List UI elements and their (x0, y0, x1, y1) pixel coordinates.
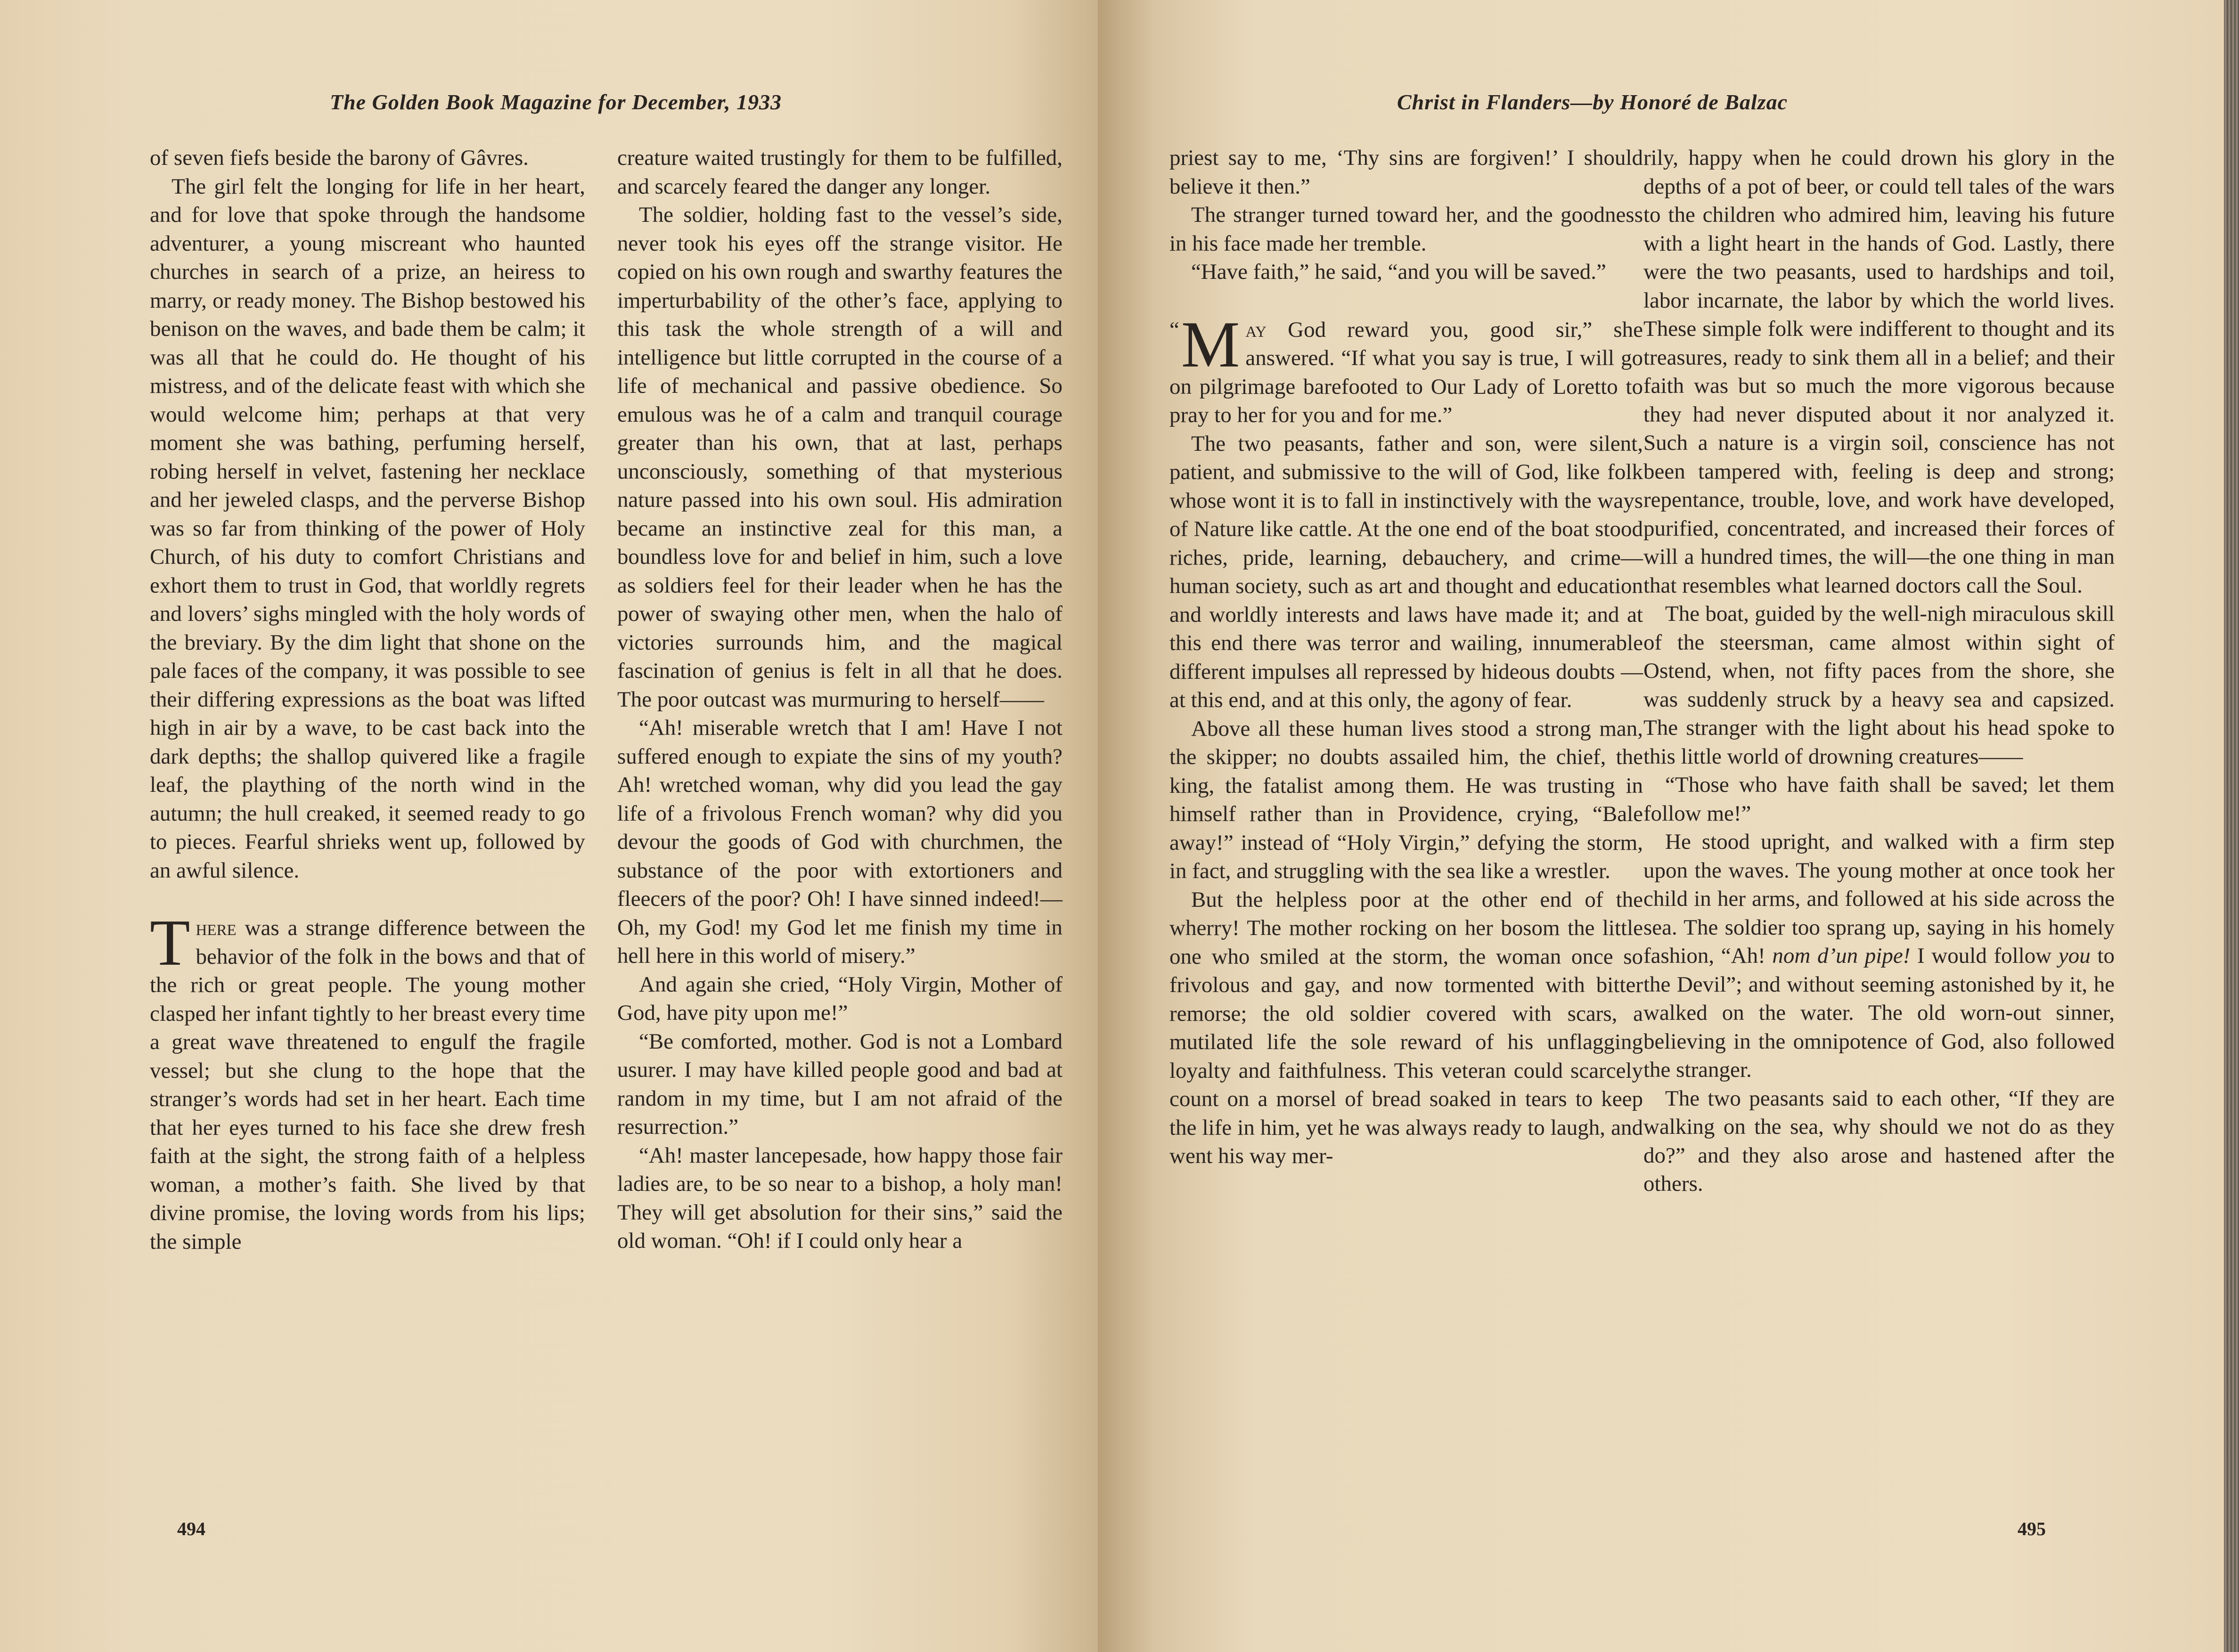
paragraph: priest say to me, ‘Thy sins are forgiven!’ I should believe it then.” (1169, 146, 1643, 199)
right-page (1098, 0, 2224, 1652)
paragraph: The two peasants, father and son, were silent, patient, and submissive to the will of God, like folk whose wont it is to fall in instinctively with the ways of Nature like cattle. At the one end of the boat stood riches, pride, learning, debauchery, and crime—human society, such as art and thought and education and worldly interests and laws have made it; and at this end there was terror and wailing, innumerable different impulses all repressed by hideous doubts —at this end, and at this only, the agony of fear. (1169, 431, 1643, 712)
left-column-1 (150, 144, 585, 1256)
paragraph: “Ah! master lancepesade, how happy those fair ladies are, to be so near to a bishop, a holy man! They will get absolution for their sins,” said the old woman. “Oh! if I could only hear a (617, 1143, 1062, 1253)
right-column-2 (1643, 144, 2115, 1198)
paragraph: “Be comforted, mother. God is not a Lombard usurer. I may have killed people good and bad at random in my time, but I am not afraid of the resurrection.” (617, 1029, 1062, 1139)
drop-cap: M (1181, 308, 1240, 381)
running-head-right: Christ in Flanders—by Honoré de Balzac (1397, 90, 1788, 114)
section-paragraph (150, 906, 586, 1256)
paragraph: And again she cried, “Holy Virgin, Mother of God, have pity upon me!” (617, 972, 1062, 1025)
page-number-right: 495 (2018, 1518, 2046, 1539)
paragraph: The two peasants said to each other, “If they are walking on the sea, why should we not do as they do?” and they also arose and hastened after the others. (1643, 1086, 2115, 1196)
paragraph: “Those who have faith shall be saved; let them follow me!” (1643, 773, 2115, 826)
paragraph: The girl felt the longing for life in her heart, and for love that spoke through the handsome adventurer, a young miscreant who haunted churches in search of a prize, an heiress to marry, or ready money. The Bishop bestowed his benison on the waves, and bade them be calm; it was all that he could do. He thought of his mistress, and of the delicate feast with which she would welcome him; perhaps at that very moment she was bathing, perfuming herself, robing herself in velvet, fastening her necklace and her jeweled clasps, and the perverse Bishop was so far from thinking of the power of Holy Church, of his duty to comfort Christians and exhort them to trust in God, that worldly regrets and lovers’ sighs mingled with the holy words of the breviary. By the dim light that shone on the pale faces of the company, it was possible to see their differing expressions as the boat was lifted high in air by a wave, to be cast back into the dark depths; the shallop quivered like a fragile leaf, the plaything of the north wind in the autumn; the hull creaked, it seemed ready to go to pieces. Fearful shrieks went up, followed by an awful silence. (150, 174, 585, 883)
left-page (0, 0, 1098, 1652)
running-head-left: The Golden Book Magazine for December, 1933 (330, 90, 782, 114)
paragraph: rily, happy when he could drown his glory in the depths of a pot of beer, or could tell tales of the wars to the children who admired him, leaving his future with a light heart in the hands of God. Lastly, there were the two peasants, used to hardships and toil, labor incarnate, the labor by which the world lives. These simple folk were indifferent to thought and its treasures, ready to sink them all in a belief; and their faith was but so much the more vigorous because they had never disputed about it nor analyzed it. Such a nature is a virgin soil, conscience has not been tampered with, feeling is deep and strong; repentance, trouble, love, and work have developed, purified, concentrated, and increased their forces of will a hundred times, the will—the one thing in man that resembles what learned doctors call the Soul. (1643, 146, 2115, 598)
paragraph: Above all these human lives stood a strong man, the skipper; no doubts assailed him, the chief, the king, the fatalist among them. He was trusting in himself rather than in Providence, crying, “Bale away!” instead of “Holy Virgin,” defying the storm, in fact, and struggling with the sea like a wrestler. (1169, 716, 1643, 883)
drop-cap: T (150, 906, 190, 979)
page-number-left: 494 (177, 1518, 205, 1539)
paragraph: But the helpless poor at the other end of the wherry! The mother rocking on her bosom the little one who smiled at the storm, the woman once so frivolous and gay, and now tormented with bitter remorse; the old soldier covered with scars, a mutilated life the sole reward of his unflagging loyalty and faithfulness. This veteran could scarcely count on a morsel of bread soaked in tears to keep the life in him, yet he was always ready to laugh, and went his way mer- (1169, 887, 1643, 1168)
right-column-1 (1169, 144, 1643, 1171)
italic-word: you (2058, 944, 2091, 968)
paragraph-text: God reward you, good sir,” she answered. “If what you say is true, I will go on pilgrimage barefooted to Our Lady of Loretto to pray to her for you and for me.” (1169, 317, 1643, 427)
paragraph: The boat, guided by the well-nigh miraculous skill of the steersman, came almost within sight of Ostend, when, not fifty paces from the shore, she was suddenly struck by a heavy sea and capsized. The stranger with the light about his head spoke to this little world of drowning creatures—— (1643, 602, 2115, 769)
paragraph: The soldier, holding fast to the vessel’s side, never took his eyes off the strange visitor. He copied on his own rough and swarthy features the imperturbability of the other’s face, applying to this task the whole strength of a will and intelligence but little corrupted in the course of a life of mechanical and passive obedience. So emulous was he of a calm and tranquil courage greater than his own, that at last, perhaps unconsciously, something of that mysterious nature passed into his own soul. His admiration became an instinctive zeal for this man, a boundless love for and belief in him, such a love as soldiers feel for their leader when he has the power of swaying other men, when the halo of victories surrounds him, and the magical fascination of genius is felt in all that he does. The poor outcast was murmuring to herself—— (617, 203, 1062, 712)
paragraph: creature waited trustingly for them to be fulfilled, and scarcely feared the danger any longer. (617, 146, 1062, 199)
small-caps-lead: here (196, 916, 237, 940)
paragraph-text: I would follow (1910, 944, 2059, 968)
paragraph (1643, 828, 2115, 1084)
opening-quote: “ (1169, 317, 1179, 342)
paragraph: of seven fiefs beside the barony of Gâvres. (150, 146, 529, 170)
paragraph-text: was a strange difference between the behavior of the folk in the bows and that of the rich or great people. The young mother clasped her infant tightly to her breast every time a great wave threatened to engulf the fragile vessel; but she clung to the hope that the stranger’s words had set in her heart. Each time that her eyes turned to his face she drew fresh faith at the sight, the strong faith of a helpless woman, a mother’s faith. She lived by that divine promise, the loving words from his lips; the simple (150, 916, 586, 1254)
small-caps-lead: ay (1245, 317, 1267, 342)
paragraph-text: to the Devil”; and without seeming astonished by it, he walked on the water. The old worn-out sinner, believing in the omnipotence of God, also followed the stranger. (1643, 944, 2115, 1082)
section-paragraph (1169, 308, 1643, 430)
italic-phrase: nom d’un pipe! (1772, 944, 1911, 968)
paragraph-text: He stood upright, and walked with a firm step upon the waves. The young mother at once took her child in her arms, and followed at his side across the sea. The soldier too sprang up, saying in his homely fashion, “Ah! (1643, 830, 2115, 968)
paragraph: The stranger turned toward her, and the goodness in his face made her tremble. (1169, 203, 1643, 256)
paragraph: “Ah! miserable wretch that I am! Have I not suffered enough to expiate the sins of my youth? Ah! wretched woman, why did you lead the gay life of a frivolous French woman? why did you devour the goods of God with churchmen, the substance of the poor with extortioners and fleecers of the poor? Oh! I have sinned indeed!—Oh, my God! my God let me finish my time in hell here in this world of misery.” (617, 716, 1062, 968)
left-column-2 (617, 144, 1062, 1255)
book-edge (2224, 0, 2239, 1652)
paragraph: “Have faith,” he said, “and you will be saved.” (1191, 260, 1606, 284)
